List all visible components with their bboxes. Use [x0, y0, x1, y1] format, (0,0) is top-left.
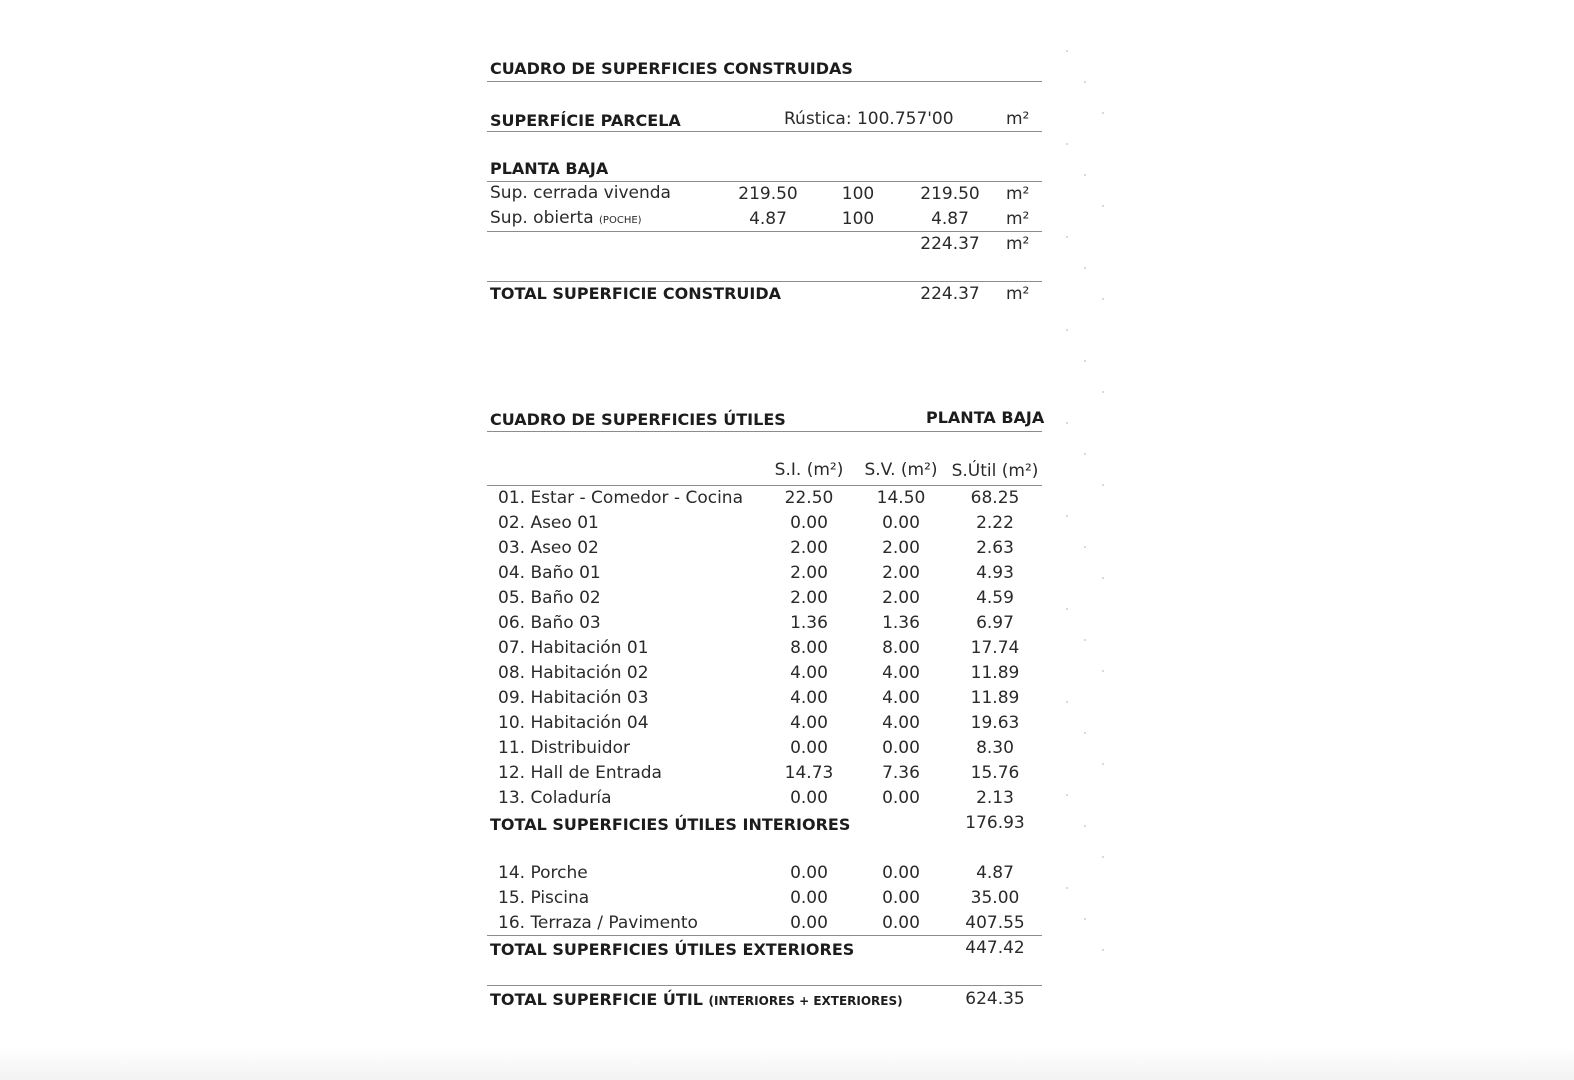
built-row-area: 4.87: [749, 209, 787, 229]
built-total-unit: m²: [1006, 284, 1030, 304]
room-si: 0.00: [790, 738, 828, 758]
speckle-dot: [1102, 763, 1104, 765]
room-name: 04. Baño 01: [498, 563, 601, 583]
speckle-dot: [1066, 794, 1068, 796]
room-util: 4.93: [976, 563, 1014, 583]
room-si: 1.36: [790, 613, 828, 633]
room-sv: 2.00: [882, 563, 920, 583]
page-bottom-shadow: [0, 1048, 1574, 1080]
built-floor-label: PLANTA BAJA: [490, 159, 609, 178]
built-total-rule: [487, 281, 1042, 282]
room-name: 07. Habitación 01: [498, 638, 649, 658]
room-si: 2.00: [790, 563, 828, 583]
room-si: 2.00: [790, 538, 828, 558]
room-si: 22.50: [784, 488, 834, 508]
built-row-note: (POCHE): [599, 215, 642, 226]
speckle-dot: [1066, 236, 1068, 238]
interior-total-label: TOTAL SUPERFICIES ÚTILES INTERIORES: [490, 815, 851, 834]
room-si: 4.00: [790, 713, 828, 733]
exterior-total-value: 447.42: [965, 938, 1025, 958]
speckle-dot: [1102, 856, 1104, 858]
built-subtotal-value: 224.37: [920, 234, 980, 254]
grand-total-note: (INTERIORES + EXTERIORES): [708, 994, 903, 1008]
speckle-dot: [1084, 81, 1086, 83]
speckle-dot: [1066, 329, 1068, 331]
speckle-dot: [1066, 701, 1068, 703]
room-sv: 0.00: [882, 888, 920, 908]
room-si: 0.00: [790, 913, 828, 933]
room-name: 06. Baño 03: [498, 613, 601, 633]
room-si: 14.73: [784, 763, 834, 783]
room-util: 2.22: [976, 513, 1014, 533]
built-row-computed: 219.50: [920, 184, 980, 204]
built-total-value: 224.37: [920, 284, 980, 304]
built-row-label: Sup. cerrada vivenda: [490, 183, 671, 203]
speckle-dot: [1084, 267, 1086, 269]
built-row-computed: 4.87: [931, 209, 969, 229]
built-row-unit: m²: [1006, 209, 1030, 229]
built-row-percent: 100: [841, 209, 875, 229]
parcel-unit: m²: [1006, 109, 1030, 129]
interior-total-value: 176.93: [965, 813, 1025, 833]
speckle-dot: [1102, 577, 1104, 579]
room-sv: 4.00: [882, 688, 920, 708]
speckle-dot: [1102, 391, 1104, 393]
speckle-dot: [1102, 949, 1104, 951]
speckle-dot: [1102, 670, 1104, 672]
room-name: 11. Distribuidor: [498, 738, 630, 758]
built-row-area: 219.50: [738, 184, 798, 204]
speckle-dot: [1084, 732, 1086, 734]
room-util: 4.87: [976, 863, 1014, 883]
speckle-dot: [1066, 422, 1068, 424]
speckle-dot: [1084, 453, 1086, 455]
room-util: 4.59: [976, 588, 1014, 608]
speckle-dot: [1102, 484, 1104, 486]
built-row-percent: 100: [841, 184, 875, 204]
room-si: 4.00: [790, 688, 828, 708]
room-util: 8.30: [976, 738, 1014, 758]
room-util: 19.63: [970, 713, 1020, 733]
room-name: 14. Porche: [498, 863, 588, 883]
room-si: 4.00: [790, 663, 828, 683]
column-header-sv: S.V. (m²): [864, 460, 938, 480]
built-title-rule: [487, 81, 1042, 82]
room-util: 11.89: [970, 663, 1020, 683]
speckle-dot: [1084, 918, 1086, 920]
room-name: 01. Estar - Comedor - Cocina: [498, 488, 743, 508]
room-name: 09. Habitación 03: [498, 688, 649, 708]
parcel-label: SUPERFÍCIE PARCELA: [490, 111, 681, 130]
room-util: 15.76: [970, 763, 1020, 783]
built-row-label: Sup. obierta (POCHE): [490, 208, 642, 228]
room-sv: 0.00: [882, 513, 920, 533]
speckle-dot: [1066, 50, 1068, 52]
room-sv: 2.00: [882, 538, 920, 558]
speckle-dot: [1084, 360, 1086, 362]
grand-total-value: 624.35: [965, 989, 1025, 1009]
room-name: 16. Terraza / Pavimento: [498, 913, 698, 933]
built-floor-rule: [487, 181, 1042, 182]
speckle-dot: [1102, 298, 1104, 300]
room-name: 08. Habitación 02: [498, 663, 649, 683]
scan-speckle: [1066, 50, 1110, 970]
room-sv: 7.36: [882, 763, 920, 783]
column-header-si: S.I. (m²): [774, 460, 844, 480]
useful-floor-label: PLANTA BAJA: [926, 408, 1045, 427]
built-subtotal-unit: m²: [1006, 234, 1030, 254]
room-name: 10. Habitación 04: [498, 713, 649, 733]
exterior-rows-rule: [487, 935, 1042, 936]
room-sv: 4.00: [882, 663, 920, 683]
room-util: 35.00: [970, 888, 1020, 908]
room-util: 68.25: [970, 488, 1020, 508]
room-util: 2.13: [976, 788, 1014, 808]
built-rows-rule: [487, 231, 1042, 232]
room-sv: 2.00: [882, 588, 920, 608]
room-si: 0.00: [790, 863, 828, 883]
speckle-dot: [1084, 174, 1086, 176]
speckle-dot: [1102, 112, 1104, 114]
room-sv: 4.00: [882, 713, 920, 733]
room-name: 13. Coladuría: [498, 788, 612, 808]
room-name: 12. Hall de Entrada: [498, 763, 662, 783]
room-name: 15. Piscina: [498, 888, 590, 908]
speckle-dot: [1066, 608, 1068, 610]
room-util: 407.55: [965, 913, 1025, 933]
parcel-rule: [487, 131, 1042, 132]
room-sv: 0.00: [882, 863, 920, 883]
grand-total-label: TOTAL SUPERFICIE ÚTIL (INTERIORES + EXTERIORES): [490, 990, 903, 1009]
room-sv: 0.00: [882, 788, 920, 808]
room-util: 6.97: [976, 613, 1014, 633]
room-si: 8.00: [790, 638, 828, 658]
speckle-dot: [1084, 639, 1086, 641]
speckle-dot: [1066, 143, 1068, 145]
room-util: 2.63: [976, 538, 1014, 558]
speckle-dot: [1066, 887, 1068, 889]
built-total-label: TOTAL SUPERFICIE CONSTRUIDA: [490, 284, 782, 303]
parcel-value: Rústica: 100.757'00: [784, 109, 954, 129]
room-name: 02. Aseo 01: [498, 513, 599, 533]
built-row-unit: m²: [1006, 184, 1030, 204]
grand-total-rule: [487, 985, 1042, 986]
column-header-util: S.Útil (m²): [951, 461, 1039, 481]
room-util: 17.74: [970, 638, 1020, 658]
built-title: CUADRO DE SUPERFICIES CONSTRUIDAS: [490, 59, 853, 78]
speckle-dot: [1084, 546, 1086, 548]
room-sv: 14.50: [876, 488, 926, 508]
useful-title: CUADRO DE SUPERFICIES ÚTILES: [490, 410, 786, 429]
room-si: 2.00: [790, 588, 828, 608]
room-sv: 0.00: [882, 913, 920, 933]
room-si: 0.00: [790, 788, 828, 808]
room-util: 11.89: [970, 688, 1020, 708]
speckle-dot: [1084, 825, 1086, 827]
room-name: 03. Aseo 02: [498, 538, 599, 558]
room-si: 0.00: [790, 888, 828, 908]
useful-title-rule: [487, 431, 1042, 432]
column-header-rule: [487, 485, 1042, 486]
room-name: 05. Baño 02: [498, 588, 601, 608]
speckle-dot: [1102, 205, 1104, 207]
room-sv: 0.00: [882, 738, 920, 758]
room-sv: 1.36: [882, 613, 920, 633]
exterior-total-label: TOTAL SUPERFICIES ÚTILES EXTERIORES: [490, 940, 855, 959]
room-sv: 8.00: [882, 638, 920, 658]
speckle-dot: [1066, 515, 1068, 517]
room-si: 0.00: [790, 513, 828, 533]
